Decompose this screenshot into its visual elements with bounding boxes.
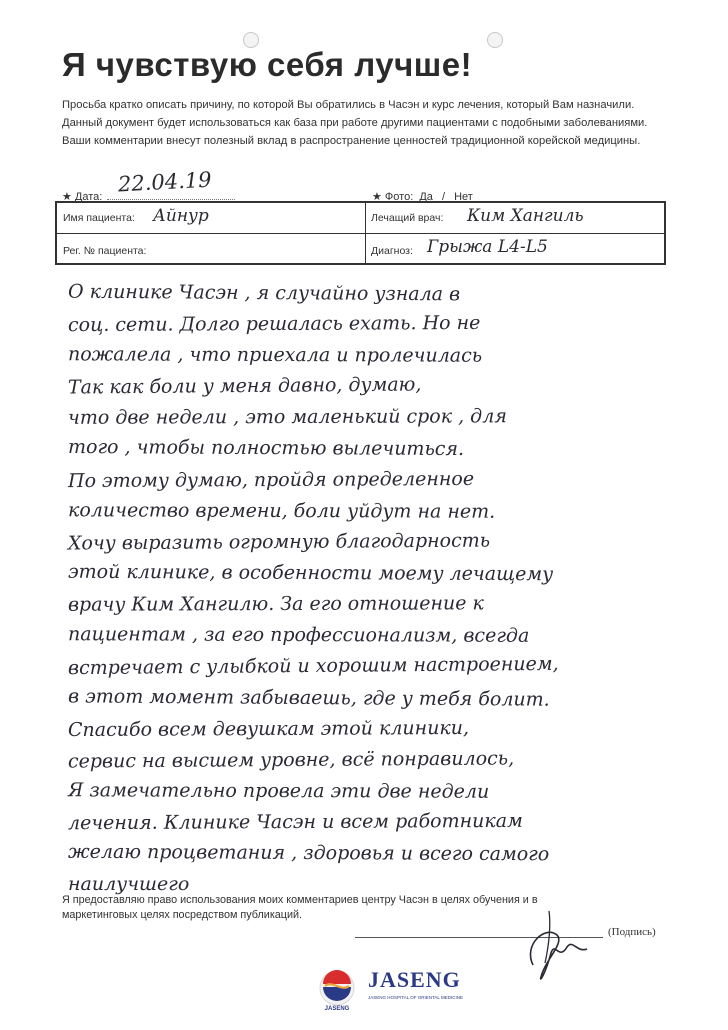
- testimonial-line: Хочу выразить огромную благодарность: [67, 529, 491, 555]
- testimonial-line: сервис на высшем уровне, всё понравилось,: [67, 747, 515, 773]
- photo-separator: /: [441, 191, 446, 203]
- testimonial-line: пожалела , что приехала и пролечилась: [67, 343, 483, 367]
- intro-text: [62, 96, 682, 150]
- intro-line: Данный документ будет использоваться как база при работе другими пациентами с подобными заболеваниями.: [62, 117, 648, 129]
- intro-line: Ваши комментарии внесут полезный вклад в распространение ценностей традиционной корейской медицины.: [62, 135, 641, 147]
- testimonial-line: пациентам , за его профессионализм, всегда: [67, 623, 530, 647]
- patient-name-label: Имя пациента:: [63, 212, 135, 224]
- patient-info-table: [55, 201, 666, 265]
- consent-line: маркетинговых целях посредством публикаций.: [62, 909, 303, 921]
- testimonial-line: в этот момент забываешь, где у тебя болит.: [67, 685, 550, 711]
- intro-line: Просьба кратко описать причину, по которой Вы обратились в Часэн и курс лечения, который Вам назначили.: [62, 99, 635, 111]
- testimonial-line: По этому думаю, пройдя определенное: [67, 467, 475, 493]
- diagnosis-value[interactable]: Грыжа L4-L5: [427, 237, 548, 257]
- table-divider: [365, 203, 366, 263]
- testimonial-line: что две недели , это маленький срок , для: [67, 405, 507, 429]
- testimonial-line: лечения. Клинике Часэн и всем работникам: [67, 809, 523, 835]
- date-underline: [107, 199, 235, 200]
- consent-line: Я предоставляю право использования моих комментариев центру Часэн в целях обучения и в: [62, 894, 538, 906]
- testimonial-line: этой клинике, в особенности моему лечащему: [67, 560, 554, 586]
- punch-hole-right: [487, 32, 503, 48]
- signature-label: (Подпись): [608, 926, 656, 938]
- photo-yes-option[interactable]: Да: [419, 191, 433, 203]
- doctor-value[interactable]: Ким Хангиль: [467, 206, 584, 226]
- table-divider: [57, 233, 664, 234]
- patient-id-label: Рег. № пациента:: [63, 245, 147, 257]
- signature-scrawl[interactable]: [515, 905, 605, 985]
- date-label: ★ Дата:: [62, 191, 103, 203]
- testimonial-line: того , чтобы полностью вылечиться.: [67, 435, 465, 461]
- testimonial-line: соц. сети. Долго решалась ехать. Но не: [67, 311, 481, 337]
- photo-no-option[interactable]: Нет: [454, 191, 473, 203]
- logo-text: JASENG: [324, 1006, 350, 1012]
- photo-label: ★ Фото:: [372, 191, 414, 203]
- jaseng-logo-icon: [312, 968, 362, 1013]
- testimonial-line: врачу Ким Хангилю. За его отношение к: [67, 592, 484, 616]
- testimonial-line: наилучшего: [68, 873, 190, 895]
- testimonial-line: О клинике Часэн , я случайно узнала в: [67, 280, 461, 306]
- testimonial-line: встречает с улыбкой и хорошим настроением,: [67, 652, 559, 680]
- testimonial-line: количество времени, боли уйдут на нет.: [67, 499, 496, 523]
- brand-name: JASENG: [368, 967, 461, 992]
- date-value[interactable]: 22.04.19: [117, 167, 213, 197]
- testimonial-area[interactable]: [60, 282, 680, 894]
- testimonial-line: Я замечательно провела эти две недели: [67, 779, 490, 803]
- patient-name-value[interactable]: Айнур: [153, 206, 209, 226]
- testimonial-line: Спасибо всем девушкам этой клиники,: [67, 716, 470, 742]
- testimonial-line: желаю процветания , здоровья и всего самого: [67, 840, 550, 866]
- diagnosis-label: Диагноз:: [371, 245, 413, 257]
- page-title: Я чувствую себя лучше!: [62, 46, 473, 83]
- brand-subtitle: JASENG HOSPITAL OF ORIENTAL MEDICINE: [368, 995, 464, 1000]
- doctor-label: Лечащий врач:: [371, 212, 444, 224]
- testimonial-line: Так как боли у меня давно, думаю,: [67, 373, 422, 399]
